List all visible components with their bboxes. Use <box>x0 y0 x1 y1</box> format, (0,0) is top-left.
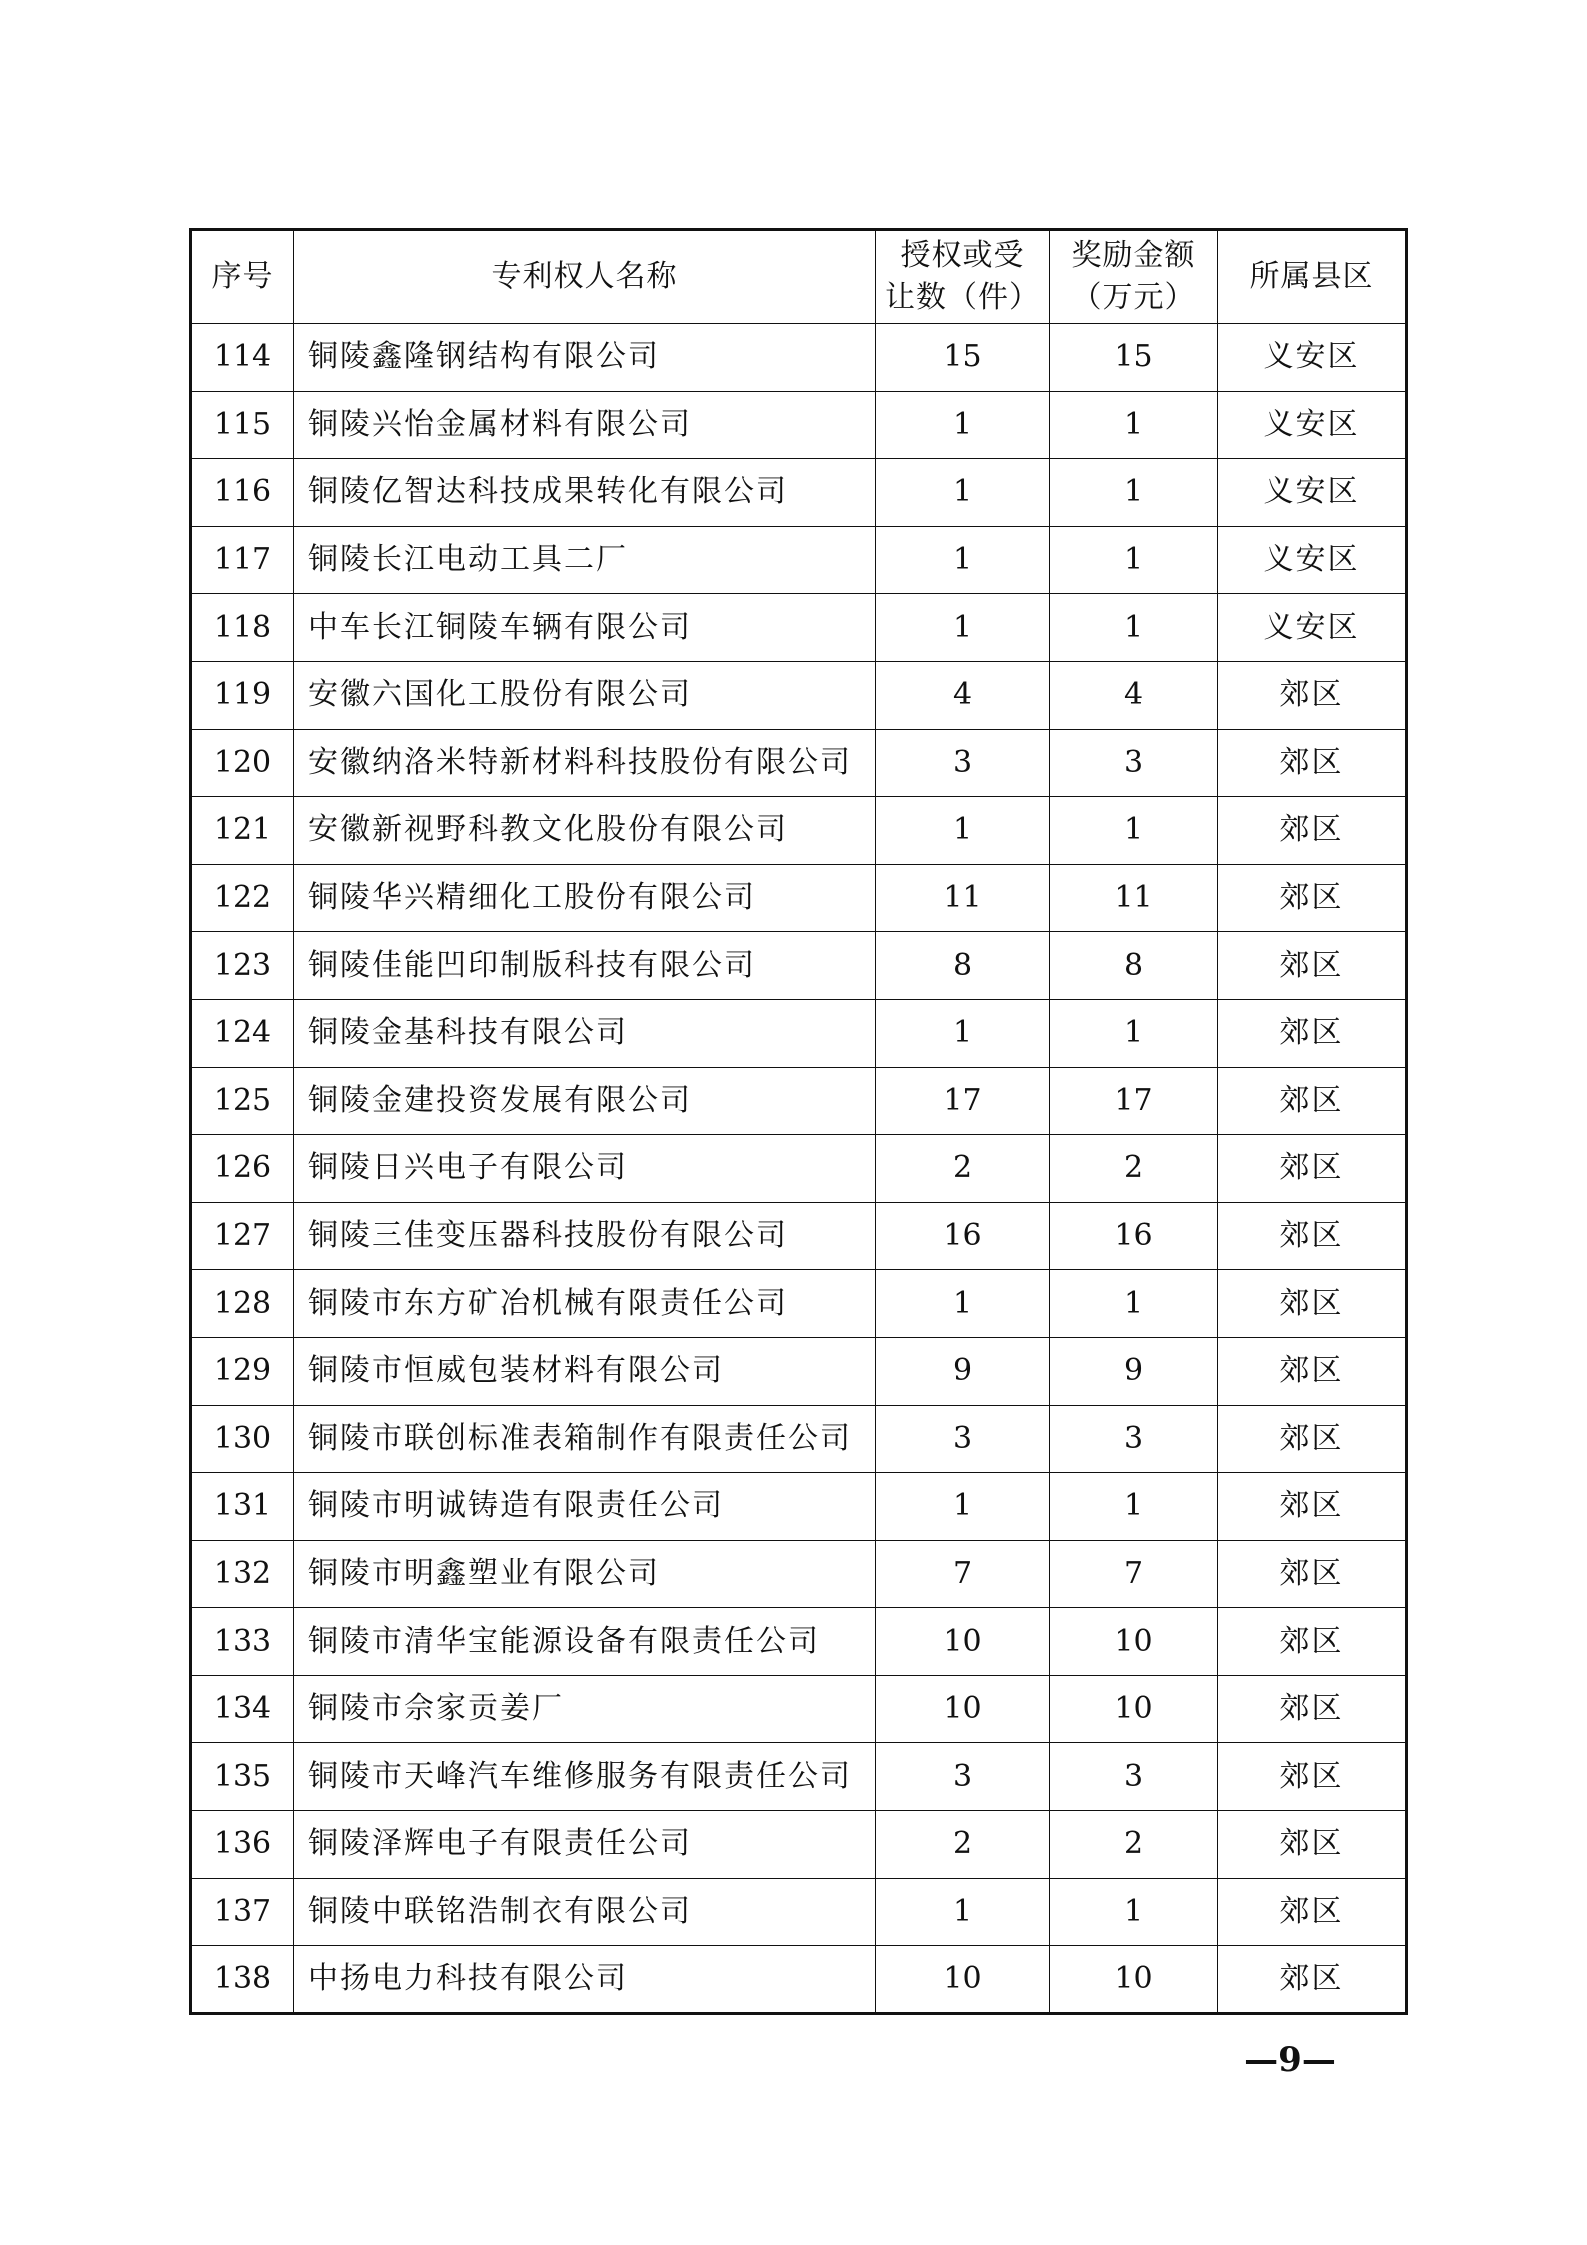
grant-count-cell: 1 <box>876 391 1050 459</box>
table-row <box>191 864 1407 932</box>
district-cell: 郊区 <box>1218 1811 1407 1879</box>
table-row <box>191 1946 1407 2014</box>
header-grant-count-line2: 让数（件） <box>885 280 1040 315</box>
district-cell: 义安区 <box>1218 526 1407 594</box>
grant-count-cell: 8 <box>876 932 1050 1000</box>
award-amount-cell: 1 <box>1050 391 1218 459</box>
patentee-name-cell: 铜陵市佘家贡姜厂 <box>294 1675 876 1743</box>
serial-number-cell: 122 <box>191 864 294 932</box>
serial-number-cell: 125 <box>191 1067 294 1135</box>
table-row <box>191 1811 1407 1879</box>
table-row <box>191 1743 1407 1811</box>
table-row <box>191 1608 1407 1676</box>
header-award-amount-line2: （万元） <box>1071 280 1196 315</box>
patentee-name-cell: 铜陵华兴精细化工股份有限公司 <box>294 864 876 932</box>
serial-number-cell: 130 <box>191 1405 294 1473</box>
table-row <box>191 797 1407 865</box>
award-amount-cell: 1 <box>1050 1878 1218 1946</box>
award-amount-cell: 1 <box>1050 1473 1218 1541</box>
serial-number-cell: 137 <box>191 1878 294 1946</box>
serial-number-cell: 124 <box>191 999 294 1067</box>
serial-number-cell: 134 <box>191 1675 294 1743</box>
serial-number-cell: 116 <box>191 459 294 527</box>
patentee-name-cell: 铜陵市天峰汽车维修服务有限责任公司 <box>294 1743 876 1811</box>
patentee-name-cell: 铜陵泽辉电子有限责任公司 <box>294 1811 876 1879</box>
district-cell: 郊区 <box>1218 797 1407 865</box>
award-amount-cell: 3 <box>1050 729 1218 797</box>
patentee-name-cell: 铜陵市东方矿冶机械有限责任公司 <box>294 1270 876 1338</box>
patentee-name-cell: 铜陵三佳变压器科技股份有限公司 <box>294 1202 876 1270</box>
award-amount-cell: 10 <box>1050 1946 1218 2014</box>
table-row <box>191 1675 1407 1743</box>
serial-number-cell: 138 <box>191 1946 294 2014</box>
district-cell: 郊区 <box>1218 729 1407 797</box>
patentee-name-cell: 铜陵市清华宝能源设备有限责任公司 <box>294 1608 876 1676</box>
grant-count-cell: 1 <box>876 1878 1050 1946</box>
serial-number-cell: 131 <box>191 1473 294 1541</box>
table-row <box>191 324 1407 392</box>
table-row <box>191 932 1407 1000</box>
award-amount-cell: 2 <box>1050 1811 1218 1879</box>
serial-number-cell: 136 <box>191 1811 294 1879</box>
award-amount-cell: 1 <box>1050 999 1218 1067</box>
grant-count-cell: 16 <box>876 1202 1050 1270</box>
grant-count-cell: 7 <box>876 1540 1050 1608</box>
patentee-name-cell: 安徽纳洛米特新材料科技股份有限公司 <box>294 729 876 797</box>
table-row <box>191 1202 1407 1270</box>
award-amount-cell: 7 <box>1050 1540 1218 1608</box>
district-cell: 郊区 <box>1218 1540 1407 1608</box>
grant-count-cell: 1 <box>876 999 1050 1067</box>
serial-number-cell: 114 <box>191 324 294 392</box>
grant-count-cell: 4 <box>876 661 1050 729</box>
table-row <box>191 1337 1407 1405</box>
patentee-name-cell: 安徽新视野科教文化股份有限公司 <box>294 797 876 865</box>
grant-count-cell: 11 <box>876 864 1050 932</box>
award-amount-cell: 3 <box>1050 1405 1218 1473</box>
serial-number-cell: 119 <box>191 661 294 729</box>
table-row <box>191 594 1407 662</box>
grant-count-cell: 1 <box>876 459 1050 527</box>
award-amount-cell: 1 <box>1050 459 1218 527</box>
patentee-name-cell: 铜陵长江电动工具二厂 <box>294 526 876 594</box>
table-row <box>191 729 1407 797</box>
table-row <box>191 1878 1407 1946</box>
grant-count-cell: 1 <box>876 526 1050 594</box>
award-amount-cell: 11 <box>1050 864 1218 932</box>
grant-count-cell: 15 <box>876 324 1050 392</box>
serial-number-cell: 115 <box>191 391 294 459</box>
table-row <box>191 1540 1407 1608</box>
grant-count-cell: 3 <box>876 1405 1050 1473</box>
grant-count-cell: 9 <box>876 1337 1050 1405</box>
grant-count-cell: 10 <box>876 1608 1050 1676</box>
patentee-name-cell: 铜陵日兴电子有限公司 <box>294 1135 876 1203</box>
serial-number-cell: 120 <box>191 729 294 797</box>
table-row <box>191 1135 1407 1203</box>
patentee-name-cell: 中扬电力科技有限公司 <box>294 1946 876 2014</box>
award-amount-cell: 8 <box>1050 932 1218 1000</box>
district-cell: 郊区 <box>1218 932 1407 1000</box>
patentee-name-cell: 铜陵中联铭浩制衣有限公司 <box>294 1878 876 1946</box>
district-cell: 郊区 <box>1218 1946 1407 2014</box>
table-row <box>191 1067 1407 1135</box>
district-cell: 郊区 <box>1218 1270 1407 1338</box>
header-district: 所属县区 <box>1218 230 1407 324</box>
table-row <box>191 1405 1407 1473</box>
serial-number-cell: 123 <box>191 932 294 1000</box>
patentee-name-cell: 铜陵鑫隆钢结构有限公司 <box>294 324 876 392</box>
grant-count-cell: 2 <box>876 1135 1050 1203</box>
district-cell: 郊区 <box>1218 1337 1407 1405</box>
serial-number-cell: 121 <box>191 797 294 865</box>
table-row <box>191 526 1407 594</box>
award-amount-cell: 3 <box>1050 1743 1218 1811</box>
award-amount-cell: 17 <box>1050 1067 1218 1135</box>
serial-number-cell: 132 <box>191 1540 294 1608</box>
patentee-name-cell: 铜陵金基科技有限公司 <box>294 999 876 1067</box>
district-cell: 郊区 <box>1218 1405 1407 1473</box>
patentee-name-cell: 铜陵市明鑫塑业有限公司 <box>294 1540 876 1608</box>
table-row <box>191 1270 1407 1338</box>
patentee-name-cell: 安徽六国化工股份有限公司 <box>294 661 876 729</box>
patentee-name-cell: 铜陵佳能凹印制版科技有限公司 <box>294 932 876 1000</box>
district-cell: 义安区 <box>1218 459 1407 527</box>
district-cell: 郊区 <box>1218 1067 1407 1135</box>
award-amount-cell: 4 <box>1050 661 1218 729</box>
district-cell: 义安区 <box>1218 594 1407 662</box>
district-cell: 郊区 <box>1218 1675 1407 1743</box>
header-grant-count <box>876 230 1050 324</box>
serial-number-cell: 117 <box>191 526 294 594</box>
serial-number-cell: 129 <box>191 1337 294 1405</box>
district-cell: 郊区 <box>1218 661 1407 729</box>
header-grant-count-line1: 授权或受 <box>900 238 1025 273</box>
district-cell: 郊区 <box>1218 999 1407 1067</box>
serial-number-cell: 118 <box>191 594 294 662</box>
award-amount-cell: 1 <box>1050 1270 1218 1338</box>
district-cell: 郊区 <box>1218 1878 1407 1946</box>
district-cell: 郊区 <box>1218 1135 1407 1203</box>
grant-count-cell: 1 <box>876 797 1050 865</box>
patent-award-table <box>189 228 1408 2015</box>
award-amount-cell: 16 <box>1050 1202 1218 1270</box>
grant-count-cell: 17 <box>876 1067 1050 1135</box>
serial-number-cell: 135 <box>191 1743 294 1811</box>
header-award-amount <box>1050 230 1218 324</box>
header-patentee-name: 专利权人名称 <box>294 230 876 324</box>
award-amount-cell: 9 <box>1050 1337 1218 1405</box>
table-row <box>191 459 1407 527</box>
award-amount-cell: 1 <box>1050 526 1218 594</box>
patentee-name-cell: 铜陵市联创标准表箱制作有限责任公司 <box>294 1405 876 1473</box>
patentee-name-cell: 铜陵市恒威包装材料有限公司 <box>294 1337 876 1405</box>
district-cell: 义安区 <box>1218 391 1407 459</box>
grant-count-cell: 2 <box>876 1811 1050 1879</box>
award-amount-cell: 1 <box>1050 594 1218 662</box>
table-header-row <box>191 230 1407 324</box>
district-cell: 郊区 <box>1218 1743 1407 1811</box>
header-award-amount-line1: 奖励金额 <box>1071 238 1196 273</box>
district-cell: 郊区 <box>1218 864 1407 932</box>
serial-number-cell: 126 <box>191 1135 294 1203</box>
grant-count-cell: 10 <box>876 1946 1050 2014</box>
page-number: —9— <box>1244 2040 1336 2080</box>
grant-count-cell: 3 <box>876 1743 1050 1811</box>
table-row <box>191 391 1407 459</box>
award-amount-cell: 10 <box>1050 1608 1218 1676</box>
serial-number-cell: 133 <box>191 1608 294 1676</box>
patentee-name-cell: 铜陵亿智达科技成果转化有限公司 <box>294 459 876 527</box>
grant-count-cell: 1 <box>876 1473 1050 1541</box>
grant-count-cell: 1 <box>876 1270 1050 1338</box>
patentee-name-cell: 铜陵市明诚铸造有限责任公司 <box>294 1473 876 1541</box>
patentee-name-cell: 中车长江铜陵车辆有限公司 <box>294 594 876 662</box>
district-cell: 义安区 <box>1218 324 1407 392</box>
serial-number-cell: 127 <box>191 1202 294 1270</box>
award-amount-cell: 10 <box>1050 1675 1218 1743</box>
grant-count-cell: 10 <box>876 1675 1050 1743</box>
grant-count-cell: 3 <box>876 729 1050 797</box>
grant-count-cell: 1 <box>876 594 1050 662</box>
table-row <box>191 661 1407 729</box>
serial-number-cell: 128 <box>191 1270 294 1338</box>
table-row <box>191 999 1407 1067</box>
header-serial-number: 序号 <box>191 230 294 324</box>
award-amount-cell: 2 <box>1050 1135 1218 1203</box>
patentee-name-cell: 铜陵兴怡金属材料有限公司 <box>294 391 876 459</box>
district-cell: 郊区 <box>1218 1473 1407 1541</box>
district-cell: 郊区 <box>1218 1202 1407 1270</box>
award-amount-cell: 1 <box>1050 797 1218 865</box>
award-amount-cell: 15 <box>1050 324 1218 392</box>
table-row <box>191 1473 1407 1541</box>
patentee-name-cell: 铜陵金建投资发展有限公司 <box>294 1067 876 1135</box>
district-cell: 郊区 <box>1218 1608 1407 1676</box>
